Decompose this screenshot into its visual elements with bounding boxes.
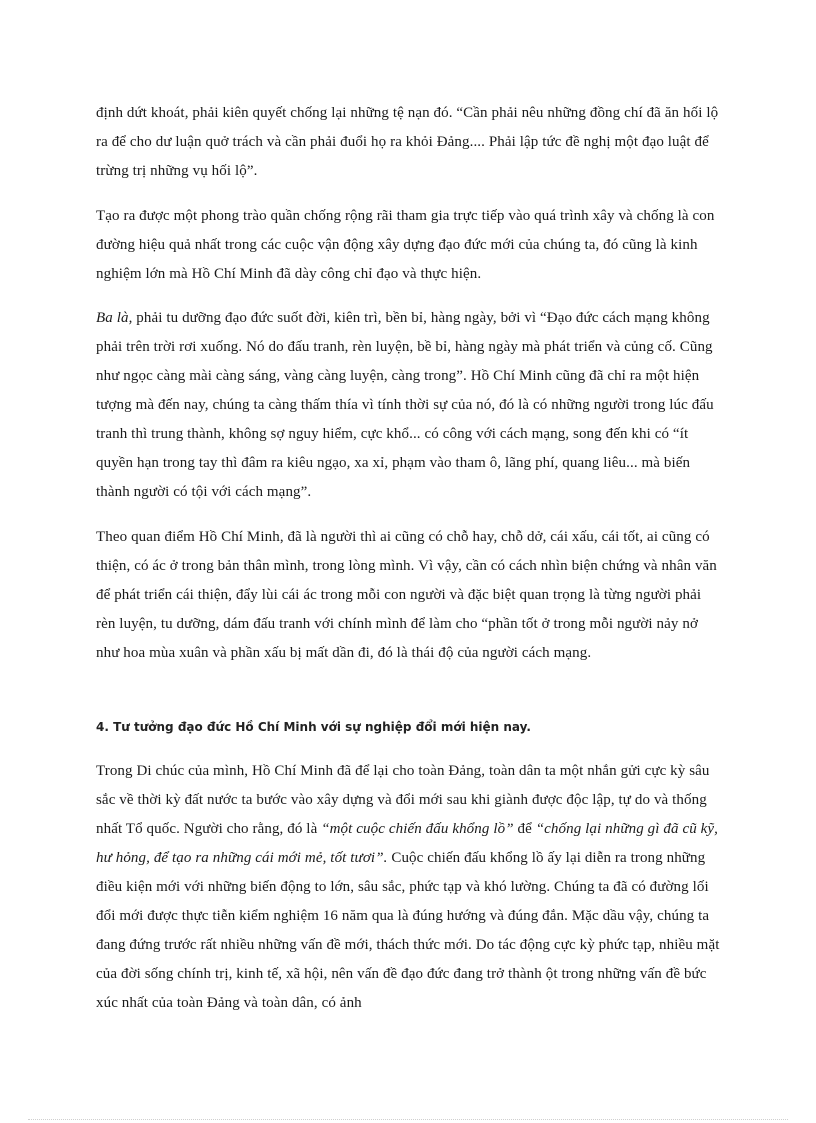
paragraph-5-part3: Cuộc chiến đấu khổng lồ ấy lại diễn ra trong những điều kiện mới với những biến động to lớn, sâu sắc, phức tạp và khó lường. Chúng ta đã có đường lối đổi mới được thực tiễn kiểm nghiệm 16 năm qua là đúng hướng và đúng đắn. Mặc dầu vậy, chúng ta đang đứng trước rất nhiều những vấn đề mới, thách thức mới. Do tác động cực kỳ phức tạp, nhiều mặt của đời sống chính trị, kinh tế, xã hội, nên vấn đề đạo đức đang trở thành ột trong những vấn đề bức xúc nhất của toàn Đảng và toàn dân, có ảnh	[96, 850, 720, 1011]
paragraph-5-part1: Trong Di chúc của mình, Hồ Chí Minh đã để lại cho toàn Đảng, toàn dân ta một nhắn gửi cực kỳ sâu sắc về thời kỳ đất nước ta bước vào xây dựng và đổi mới sau khi giành được độc lập, tự do và thống nhất Tổ quốc. Người cho rằng, đó là	[96, 763, 710, 837]
paragraph-1	[96, 99, 722, 186]
paragraph-3-lead: Ba là,	[96, 310, 133, 326]
paragraph-5-part2: để	[513, 821, 536, 837]
paragraph-5	[96, 757, 722, 1018]
section-heading: 4. Tư tưởng đạo đức Hồ Chí Minh với sự nghiệp đổi mới hiện nay.	[96, 720, 531, 734]
paragraph-3	[96, 304, 722, 507]
paragraph-4	[96, 523, 722, 668]
paragraph-5-quote2: “chống lại những gì đã cũ kỹ, hư hỏng, để tạo ra những cái mới mẻ, tốt tươi”.	[96, 821, 719, 866]
paragraph-2-text: Tạo ra được một phong trào quần chống rộng rãi tham gia trực tiếp vào quá trình xây và chống là con đường hiệu quả nhất trong các cuộc vận động xây dựng đạo đức mới của chúng ta, đó cũng là kinh nghiệm lớn mà Hồ Chí Minh đã dày công chỉ đạo và thực hiện.	[96, 208, 715, 282]
paragraph-3-text: phải tu dưỡng đạo đức suốt đời, kiên trì, bền bỉ, hàng ngày, bởi vì “Đạo đức cách mạng không phải trên trời rơi xuống. Nó do đấu tranh, rèn luyện, bề bỉ, hàng ngày mà phát triển và củng cố. Cũng như ngọc càng mài càng sáng, vàng càng luyện, càng trong”. Hồ Chí Minh cũng đã chỉ ra một hiện tượng mà đến nay, chúng ta càng thấm thía vì tính thời sự của nó, đó là có những người trong lúc đấu tranh thì trung thành, không sợ nguy hiểm, cực khổ... có công với cách mạng, song đến khi có “ít quyền hạn trong tay thì đâm ra kiêu ngạo, xa xỉ, phạm vào tham ô, lãng phí, quang liêu... mà biến thành người có tội với cách mạng”.	[96, 310, 714, 500]
paragraph-4-text: Theo quan điểm Hồ Chí Minh, đã là người thì ai cũng có chỗ hay, chỗ dở, cái xấu, cái tốt, ai cũng có thiện, có ác ở trong bản thân mình, trong lòng mình. Vì vậy, cần có cách nhìn biện chứng và nhân văn để phát triển cái thiện, đẩy lùi cái ác trong mỗi con người và đặc biệt quan trọng là từng người phải rèn luyện, tu dưỡng, dám đấu tranh với chính mình để làm cho “phần tốt ở trong mỗi người nảy nở như hoa mùa xuân và phần xấu bị mất dần đi, đó là thái độ của người cách mạng.	[96, 529, 717, 661]
paragraph-1-text: định dứt khoát, phải kiên quyết chống lại những tệ nạn đó. “Cần phải nêu những đồng chí đã ăn hối lộ ra để cho dư luận quở trách và cần phải đuổi họ ra khỏi Đảng.... Phải lập tức đề nghị một đạo luật để trừng trị những vụ hối lộ”.	[96, 105, 719, 179]
paragraph-2	[96, 202, 722, 289]
page-bottom-divider	[28, 1119, 788, 1120]
paragraph-5-quote1: “một cuộc chiến đấu khổng lồ”	[321, 821, 514, 837]
